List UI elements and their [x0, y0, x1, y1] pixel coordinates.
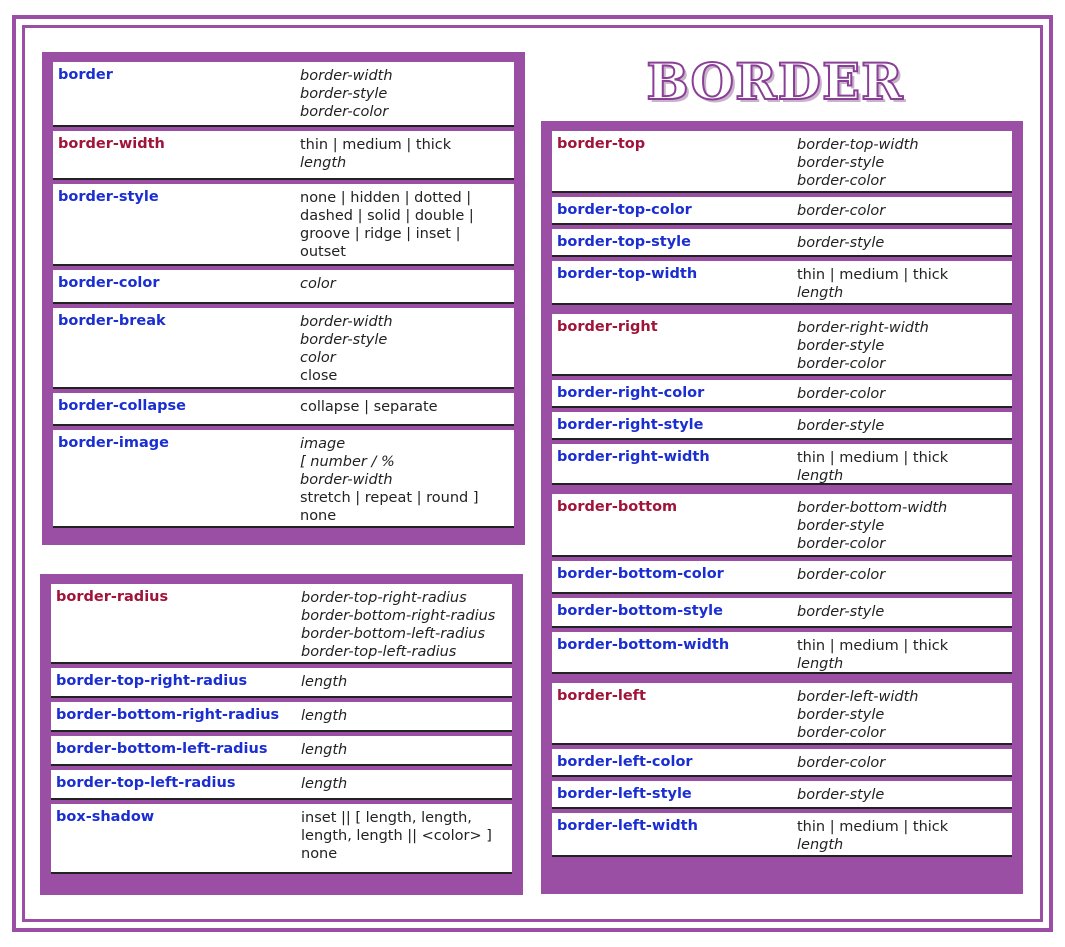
- property-values: [797, 136, 919, 190]
- property-name: border-bottom-right-radius: [56, 707, 280, 723]
- page-title: BORDER: [646, 52, 904, 111]
- table-row: [552, 444, 1012, 485]
- table-row: [53, 270, 514, 304]
- property-name: border-bottom-left-radius: [56, 741, 268, 757]
- property-values: [797, 202, 885, 220]
- value-line: border-color: [300, 104, 389, 120]
- property-name: border-bottom: [557, 499, 678, 515]
- table-row: [53, 308, 514, 389]
- table-row: [552, 561, 1012, 594]
- value-line: none: [301, 846, 338, 862]
- property-values: [797, 319, 929, 373]
- property-name: border: [58, 67, 113, 83]
- property-name: border-bottom-style: [557, 603, 723, 619]
- value-line: border-style: [797, 518, 885, 534]
- table-row: [552, 813, 1012, 857]
- property-name: border-break: [58, 313, 166, 329]
- value-line: length: [301, 776, 348, 792]
- value-line: border-top-right-radius: [301, 590, 467, 606]
- value-line: border-width: [300, 472, 393, 488]
- table-row: [51, 702, 512, 732]
- border-properties-panel: [42, 52, 525, 545]
- value-line: border-style: [797, 787, 885, 803]
- table-row: [552, 229, 1012, 257]
- table-row: [53, 131, 514, 180]
- property-name: border-right: [557, 319, 658, 335]
- property-name: border-bottom-color: [557, 566, 724, 582]
- property-values: [301, 809, 492, 863]
- property-name: border-right-width: [557, 449, 710, 465]
- table-row: [552, 261, 1012, 305]
- value-line: border-bottom-right-radius: [301, 608, 496, 624]
- value-line: border-left-width: [797, 689, 919, 705]
- value-line: color: [300, 350, 336, 366]
- value-line: image: [300, 436, 346, 452]
- table-row: [552, 683, 1012, 745]
- value-line: border-style: [797, 604, 885, 620]
- property-values: [797, 449, 948, 485]
- value-line: border-color: [797, 536, 886, 552]
- table-row: [53, 62, 514, 127]
- value-line: collapse | separate: [300, 399, 438, 415]
- property-name: box-shadow: [56, 809, 155, 825]
- value-line: border-bottom-width: [797, 500, 948, 516]
- property-name: border-collapse: [58, 398, 187, 414]
- property-values: [797, 637, 948, 673]
- property-values: [301, 775, 347, 793]
- property-values: [797, 234, 884, 252]
- property-values: [300, 275, 336, 293]
- table-row: [552, 412, 1012, 440]
- property-values: [301, 673, 347, 691]
- table-row: [51, 770, 512, 800]
- value-line: border-style: [797, 418, 885, 434]
- value-line: length: [301, 708, 348, 724]
- value-line: close: [300, 368, 338, 384]
- value-line: outset: [300, 244, 346, 260]
- table-row: [552, 494, 1012, 557]
- value-line: inset || [ length, length,: [301, 810, 472, 826]
- value-line: length, length || <color> ]: [301, 828, 492, 844]
- table-row: [51, 584, 512, 664]
- value-line: border-bottom-left-radius: [301, 626, 486, 642]
- value-line: border-color: [797, 173, 886, 189]
- property-name: border-left-width: [557, 818, 698, 834]
- property-name: border-top: [557, 136, 646, 152]
- value-line: border-style: [797, 155, 885, 171]
- property-name: border-left: [557, 688, 646, 704]
- property-values: [300, 67, 393, 121]
- property-name: border-top-right-radius: [56, 673, 248, 689]
- property-values: [300, 136, 451, 172]
- radius-shadow-panel: [40, 574, 523, 895]
- property-name: border-width: [58, 136, 165, 152]
- value-line: border-color: [797, 386, 886, 402]
- value-line: border-color: [797, 755, 886, 771]
- value-line: color: [300, 276, 336, 292]
- table-row: [51, 804, 512, 874]
- value-line: length: [797, 285, 844, 301]
- table-row: [552, 598, 1012, 628]
- value-line: border-top-left-radius: [301, 644, 457, 660]
- table-row: [53, 184, 514, 266]
- value-line: stretch | repeat | round ]: [300, 490, 479, 506]
- value-line: length: [300, 155, 347, 171]
- property-values: [301, 707, 347, 725]
- value-line: length: [797, 468, 844, 484]
- table-row: [552, 197, 1012, 225]
- property-name: border-top-width: [557, 266, 698, 282]
- property-values: [300, 435, 478, 525]
- value-line: length: [301, 742, 348, 758]
- table-row: [552, 380, 1012, 408]
- side-border-panel: [541, 121, 1023, 894]
- value-line: border-width: [300, 68, 393, 84]
- property-name: border-right-style: [557, 417, 704, 433]
- value-line: length: [301, 674, 348, 690]
- property-values: [300, 189, 474, 261]
- property-values: [797, 754, 885, 772]
- property-values: [300, 313, 393, 385]
- table-row: [552, 314, 1012, 376]
- value-line: border-color: [797, 356, 886, 372]
- property-name: border-radius: [56, 589, 169, 605]
- value-line: thin | medium | thick: [797, 450, 949, 466]
- value-line: border-style: [797, 235, 885, 251]
- property-values: [300, 398, 438, 416]
- property-values: [797, 786, 884, 804]
- value-line: thin | medium | thick: [797, 638, 949, 654]
- property-values: [797, 266, 948, 302]
- value-line: border-style: [300, 332, 388, 348]
- property-name: border-image: [58, 435, 169, 451]
- value-line: none | hidden | dotted |: [300, 190, 472, 206]
- table-row: [552, 632, 1012, 674]
- value-line: border-top-width: [797, 137, 919, 153]
- table-row: [53, 430, 514, 528]
- value-line: border-style: [797, 707, 885, 723]
- property-name: border-color: [58, 275, 160, 291]
- property-name: border-style: [58, 189, 159, 205]
- property-name: border-right-color: [557, 385, 705, 401]
- table-row: [51, 736, 512, 766]
- property-values: [797, 603, 884, 621]
- value-line: border-right-width: [797, 320, 929, 336]
- property-values: [797, 566, 885, 584]
- property-name: border-bottom-width: [557, 637, 730, 653]
- value-line: thin | medium | thick: [797, 267, 949, 283]
- property-values: [301, 741, 347, 759]
- property-values: [797, 818, 948, 854]
- value-line: border-color: [797, 567, 886, 583]
- table-row: [51, 668, 512, 698]
- table-row: [53, 393, 514, 426]
- property-values: [797, 385, 885, 403]
- value-line: border-style: [300, 86, 388, 102]
- value-line: border-style: [797, 338, 885, 354]
- property-name: border-top-color: [557, 202, 692, 218]
- property-name: border-top-left-radius: [56, 775, 236, 791]
- value-line: border-color: [797, 203, 886, 219]
- property-values: [797, 688, 919, 742]
- value-line: thin | medium | thick: [797, 819, 949, 835]
- table-row: [552, 781, 1012, 809]
- value-line: border-width: [300, 314, 393, 330]
- value-line: length: [797, 837, 844, 853]
- value-line: groove | ridge | inset |: [300, 226, 461, 242]
- value-line: length: [797, 656, 844, 672]
- table-row: [552, 131, 1012, 193]
- property-values: [797, 417, 884, 435]
- value-line: border-color: [797, 725, 886, 741]
- value-line: thin | medium | thick: [300, 137, 452, 153]
- value-line: none: [300, 508, 337, 524]
- property-name: border-left-color: [557, 754, 693, 770]
- property-name: border-top-style: [557, 234, 691, 250]
- value-line: dashed | solid | double |: [300, 208, 474, 224]
- table-row: [552, 749, 1012, 777]
- property-values: [301, 589, 495, 661]
- value-line: [ number / %: [300, 454, 395, 470]
- property-name: border-left-style: [557, 786, 692, 802]
- property-values: [797, 499, 947, 553]
